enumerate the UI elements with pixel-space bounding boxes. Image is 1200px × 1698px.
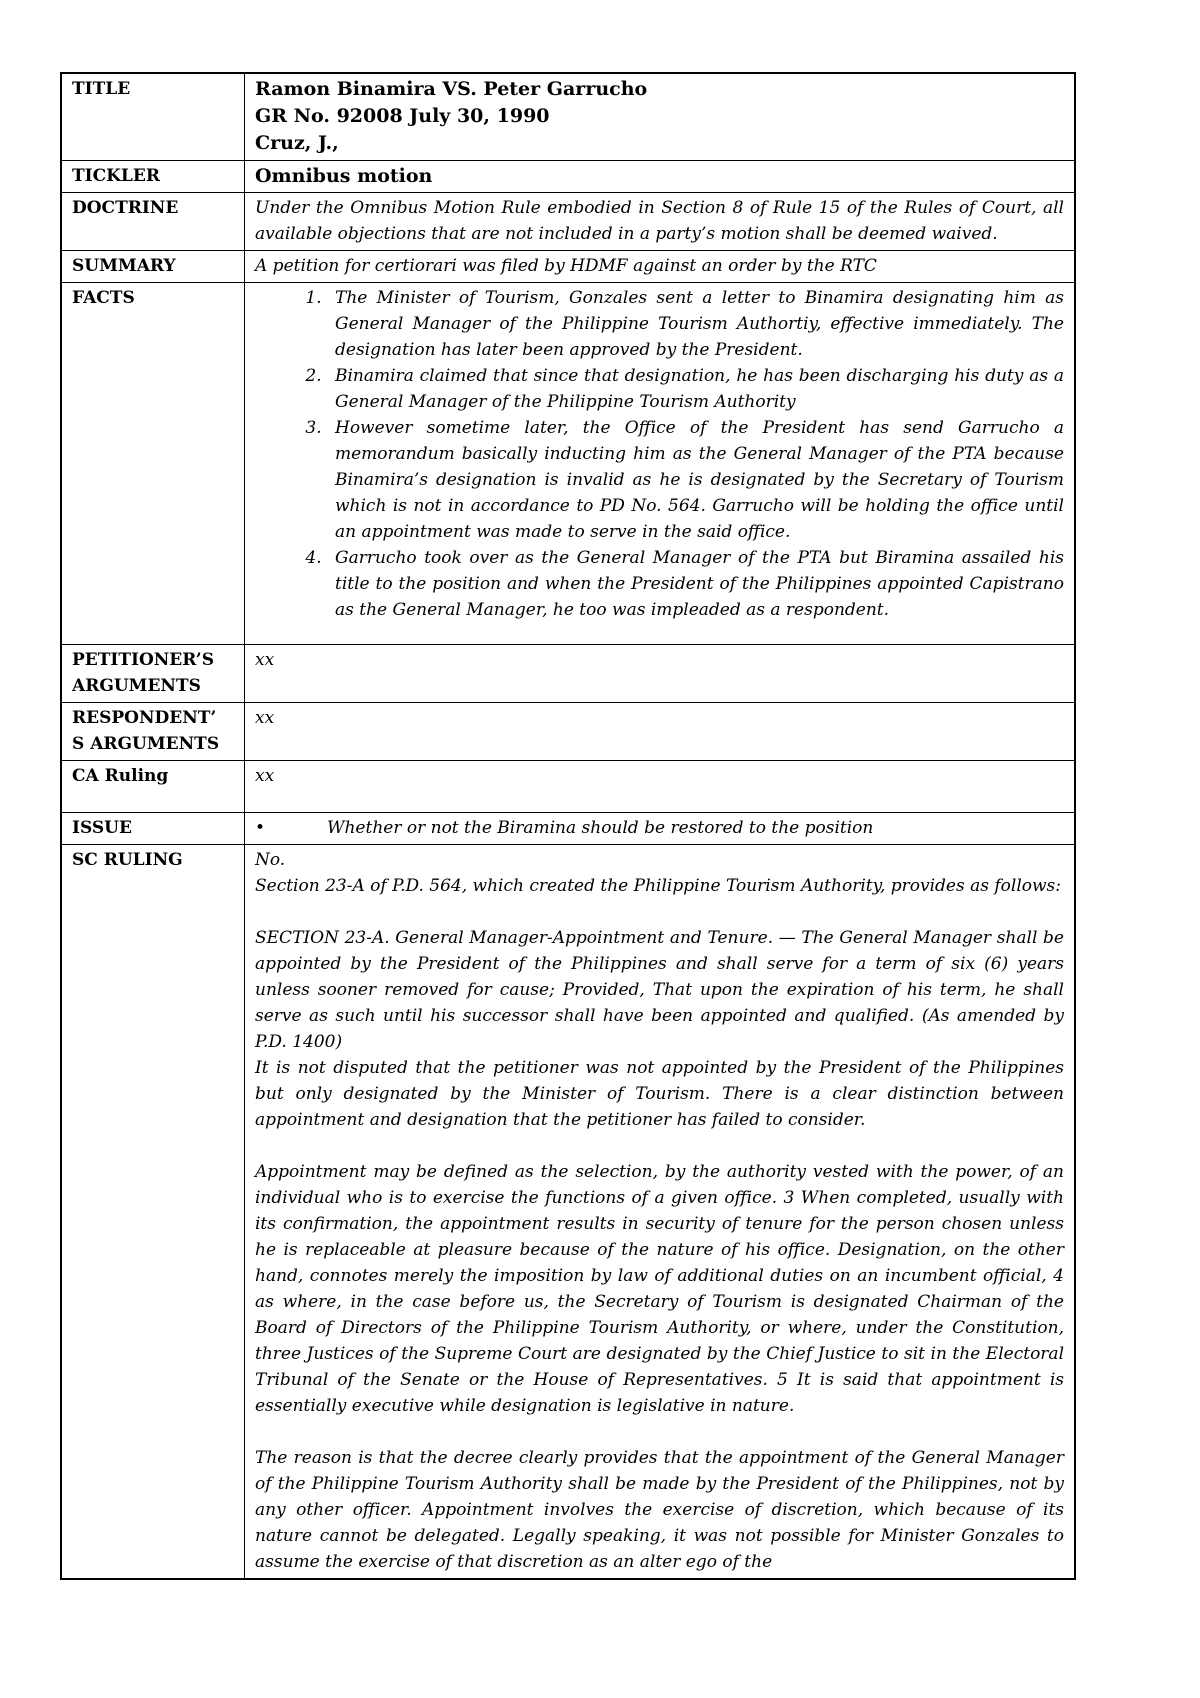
sc-ruling-paragraph: The reason is that the decree clearly provides that the appointment of the General Manager of the Philippine Tourism Authority shall be made by the President of the Philippines, not by any other officer. Appointment involves the exercise of discretion, which because of its nature cannot be delegated. Legally speaking, it was not possible for Minister Gonzales to assume the exercise of that discretion as an alter ego of the — [255, 1448, 1064, 1572]
facts-cell — [245, 283, 1076, 645]
issue-item — [255, 815, 1064, 841]
case-ponente: Cruz, J., — [255, 132, 339, 154]
tickler-value: Omnibus motion — [245, 161, 1076, 193]
label-respondent-arguments: RESPONDENT’ S ARGUMENTS — [61, 703, 245, 761]
doctrine-text: Under the Omnibus Motion Rule embodied in Section 8 of Rule 15 of the Rules of Court, all available objections that are not included in a party’s motion shall be deemed waived. — [245, 193, 1076, 251]
fact-item: 3. However sometime later, the Office of the President has send Garrucho a memorandum basically inducting him as the General Manager of the PTA because Binamira’s designation is invalid as he is designated by the Secretary of Tourism which is not in accordance to PD No. 564. Garrucho will be holding the office until an appointment was made to serve in the said office. — [327, 415, 1064, 545]
respondent-arguments-text: xx — [245, 703, 1076, 761]
row-summary — [61, 251, 1075, 283]
label-issue: ISSUE — [61, 813, 245, 845]
facts-list — [255, 285, 1064, 623]
summary-text: A petition for certiorari was filed by HDMF against an order by the RTC — [245, 251, 1076, 283]
sc-ruling-answer: No. — [255, 850, 286, 870]
case-digest-page — [60, 72, 1076, 1580]
issue-text: Whether or not the Biramina should be restored to the position — [327, 818, 874, 838]
label-facts: FACTS — [61, 283, 245, 645]
row-facts — [61, 283, 1075, 645]
fact-item: 1. The Minister of Tourism, Gonzales sent a letter to Binamira designating him as General Manager of the Philippine Tourism Authortiy, effective immediately. The designation has later been approved by the President. — [327, 285, 1064, 363]
row-title — [61, 73, 1075, 161]
label-tickler: TICKLER — [61, 161, 245, 193]
row-issue — [61, 813, 1075, 845]
sc-ruling-cell — [245, 845, 1076, 1580]
row-petitioner-arguments — [61, 645, 1075, 703]
sc-ruling-intro: Section 23-A of P.D. 564, which created the Philippine Tourism Authority, provides as follows: — [255, 876, 1062, 896]
case-gr-number: GR No. 92008 July 30, 1990 — [255, 105, 550, 127]
row-ca-ruling — [61, 761, 1075, 813]
petitioner-arguments-text: xx — [245, 645, 1076, 703]
case-title-cell — [245, 73, 1076, 161]
row-sc-ruling — [61, 845, 1075, 1580]
issue-cell — [245, 813, 1076, 845]
label-petitioner-arguments: PETITIONER’S ARGUMENTS — [61, 645, 245, 703]
label-doctrine: DOCTRINE — [61, 193, 245, 251]
paragraph-gap — [255, 899, 1064, 925]
issue-bullet: • — [255, 818, 266, 838]
case-name: Ramon Binamira VS. Peter Garrucho — [255, 78, 648, 100]
label-sc-ruling: SC RULING — [61, 845, 245, 1580]
row-doctrine — [61, 193, 1075, 251]
sc-ruling-paragraph: It is not disputed that the petitioner was not appointed by the President of the Philippines but only designated by the Minister of Tourism. There is a clear distinction between appointment and designation that the petitioner has failed to consider. — [255, 1058, 1064, 1130]
fact-item: 2. Binamira claimed that since that designation, he has been discharging his duty as a General Manager of the Philippine Tourism Authority — [327, 363, 1064, 415]
row-respondent-arguments — [61, 703, 1075, 761]
label-ca-ruling: CA Ruling — [61, 761, 245, 813]
paragraph-gap — [255, 1133, 1064, 1159]
label-summary: SUMMARY — [61, 251, 245, 283]
fact-item: 4. Garrucho took over as the General Manager of the PTA but Biramina assailed his title to the position and when the President of the Philippines appointed Capistrano as the General Manager, he too was impleaded as a respondent. — [327, 545, 1064, 623]
case-digest-table — [60, 72, 1076, 1580]
sc-ruling-paragraph: Appointment may be defined as the selection, by the authority vested with the power, of an individual who is to exercise the functions of a given office. 3 When completed, usually with its confirmation, the appointment results in security of tenure for the person chosen unless he is replaceable at pleasure because of the nature of his office. Designation, on the other hand, connotes merely the imposition by law of additional duties on an incumbent official, 4 as where, in the case before us, the Secretary of Tourism is designated Chairman of the Board of Directors of the Philippine Tourism Authority, or where, under the Constitution, three Justices of the Supreme Court are designated by the Chief Justice to sit in the Electoral Tribunal of the Senate or the House of Representatives. 5 It is said that appointment is essentially executive while designation is legislative in nature. — [255, 1162, 1064, 1416]
sc-ruling-quote: SECTION 23-A. General Manager-Appointment and Tenure. — The General Manager shall be appointed by the President of the Philippines and shall serve for a term of six (6) years unless sooner removed for cause; Provided, That upon the expiration of his term, he shall serve as such until his successor shall have been appointed and qualified. (As amended by P.D. 1400) — [255, 928, 1064, 1052]
row-tickler — [61, 161, 1075, 193]
paragraph-gap — [255, 1419, 1064, 1445]
ca-ruling-text: xx — [245, 761, 1076, 813]
label-title: TITLE — [61, 73, 245, 161]
